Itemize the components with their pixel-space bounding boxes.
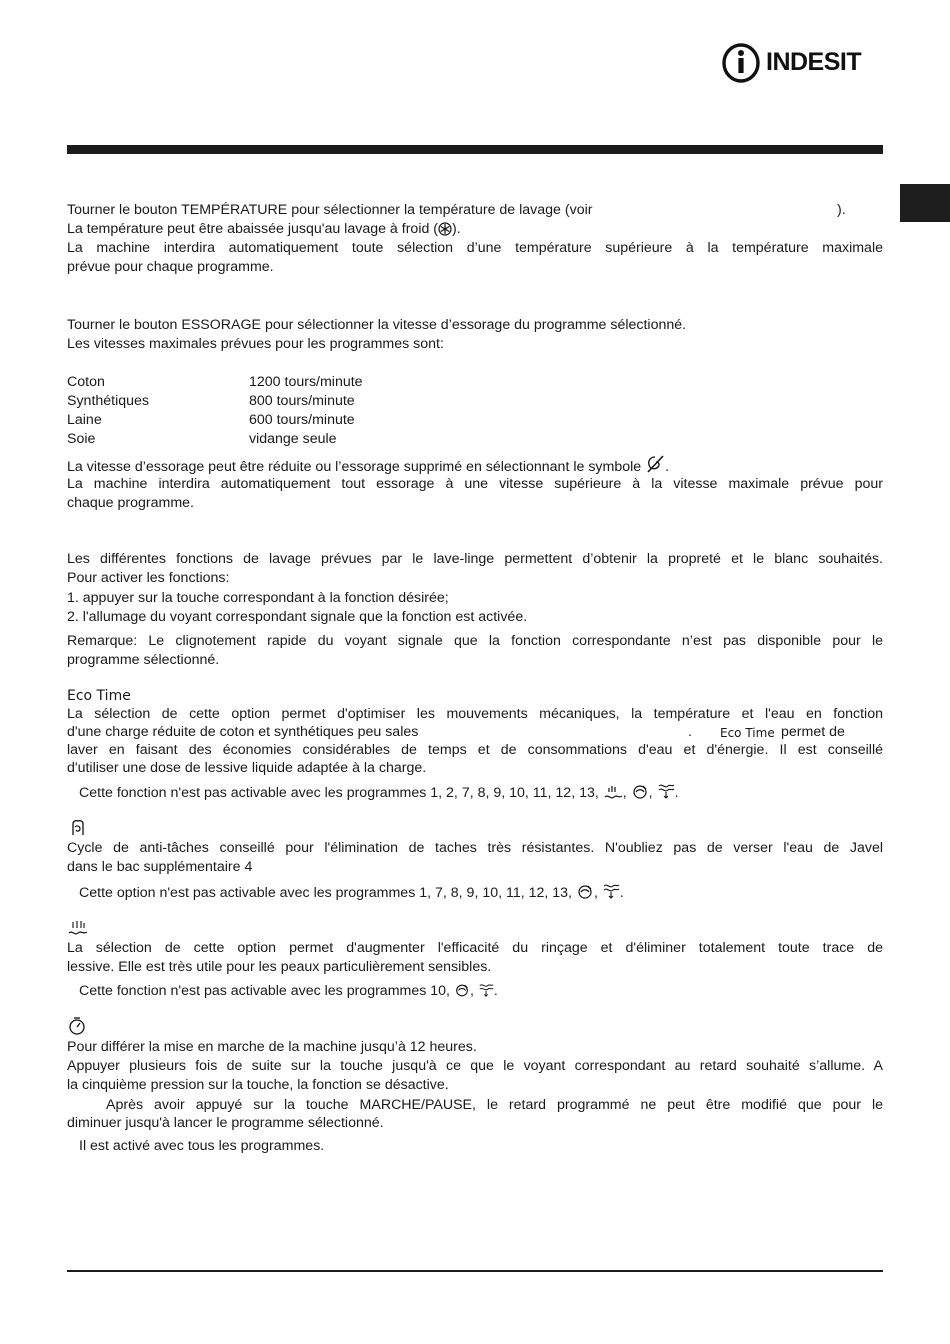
temperature-line-2: La température peut être abaissée jusqu'au lavage à froid ( ). (67, 221, 461, 237)
spin-line-1: Tourner le bouton ESSORAGE pour sélectionner la vitesse d’essorage du programme sélectionné. (67, 317, 687, 333)
temperature-line-4: prévue pour chaque programme. (67, 259, 274, 275)
functions-intro-1: Les différentes fonctions de lavage prévues par le lave-linge permettent d’obtenir la propreté et le blanc souhaités. (67, 551, 883, 567)
spin-row-speed: 1200 tours/minute (249, 374, 363, 390)
spin-row-speed: 800 tours/minute (249, 393, 355, 409)
stain-line-2: dans le bac supplémentaire 4 (67, 859, 253, 875)
rinse-note: Cette fonction n'est pas activable avec les programmes 10, , . (79, 983, 498, 999)
functions-intro-2: Pour activer les fonctions: (67, 570, 230, 586)
spin-icon (454, 983, 470, 998)
ecotime-line-3: laver en faisant des économies considérables de temps et de consommations d'eau et d'énergie. Il est conseillé (67, 742, 883, 758)
footer-rule (67, 1270, 883, 1272)
ecotime-line-4: d'utiliser une dose de lessive liquide adaptée à la charge. (67, 760, 427, 776)
brand-name: INDESIT (766, 48, 862, 76)
extra-rinse-icon (67, 918, 89, 938)
rinse-line-1: La sélection de cette option permet d'augmenter l'efficacité du rinçage et d'éliminer totalement toute trace de (67, 940, 883, 956)
temperature-line-1: Tourner le bouton TEMPÉRATURE pour sélectionner la température de lavage (voir ). (67, 202, 846, 218)
ecotime-line-1: La sélection de cette option permet d'optimiser les mouvements mécaniques, la température et l'eau en fonction (67, 706, 883, 722)
stain-line-1: Cycle de anti-tâches conseillé pour l'élimination de taches très résistantes. N'oubliez pas de verser l'eau de Javel (67, 840, 883, 856)
functions-remark-2: programme sélectionné. (67, 652, 220, 668)
spin-line-2: Les vitesses maximales prévues pour les programmes sont: (67, 336, 444, 352)
delay-timer-icon (68, 1016, 86, 1036)
spin-row-speed: vidange seule (249, 431, 337, 447)
delay-line-4: Après avoir appuyé sur la touche MARCHE/PAUSE, le retard programmé ne peut être modifié que pour le (106, 1097, 883, 1113)
spin-icon (576, 884, 594, 900)
drain-icon (602, 882, 620, 900)
spin-row-program: Soie (67, 431, 96, 447)
ecotime-line-2: d'une charge réduite de coton et synthétiques peu sales . Eco Time permet de (67, 723, 883, 742)
functions-step-2: 2. l'allumage du voyant correspondant signale que la fonction est activée. (67, 609, 528, 625)
drain-icon (478, 982, 494, 998)
indesit-logo-icon (722, 42, 762, 84)
spin-row-program: Synthétiques (67, 393, 150, 409)
spin-row-speed: 600 tours/minute (249, 412, 355, 428)
spin-limit-line-1: La machine interdira automatiquement tout essorage à une vitesse supérieure à la vitesse maximale prévue pour (67, 476, 883, 492)
spin-reduce-line: La vitesse d’essorage peut être réduite ou l’essorage supprimé en sélectionnant le symbole . (67, 454, 883, 477)
spin-row-program: Coton (67, 374, 105, 390)
stain-removal-icon (68, 818, 88, 838)
delay-line-3: la cinquième pression sur la touche, la fonction se désactive. (67, 1077, 449, 1093)
drain-icon (657, 782, 675, 800)
delay-line-6: Il est activé avec tous les programmes. (79, 1138, 325, 1154)
functions-step-1: 1. appuyer sur la touche correspondant à la fonction désirée; (67, 590, 449, 606)
ecotime-note: Cette fonction n'est pas activable avec les programmes 1, 2, 7, 8, 9, 10, 11, 12, 13, , , . (79, 782, 895, 803)
functions-remark-1: Remarque: Le clignotement rapide du voyant signale que la fonction correspondante n’est pas disponible pour le (67, 633, 883, 649)
no-spin-icon (645, 454, 665, 474)
cold-wash-icon (438, 222, 452, 236)
ecotime-inline-label: Eco Time (720, 726, 775, 740)
spin-row-program: Laine (67, 412, 102, 428)
delay-line-5: diminuer jusqu'à lancer le programme sélectionné. (67, 1115, 384, 1131)
spin-limit-line-2: chaque programme. (67, 495, 194, 511)
stain-note: Cette option n'est pas activable avec les programmes 1, 7, 8, 9, 10, 11, 12, 13, , . (79, 882, 895, 903)
ecotime-heading: Eco Time (67, 688, 131, 704)
spin-icon (631, 784, 649, 800)
temperature-line-3: La machine interdira automatiquement toute sélection d’une température supérieure à la température maximale (67, 240, 883, 256)
indesit-logo (722, 42, 884, 84)
rinse-icon (603, 784, 623, 800)
header-rule (67, 145, 883, 154)
language-tab (900, 184, 950, 222)
delay-line-2: Appuyer plusieurs fois de suite sur la touche jusqu'à ce que le voyant correspondant au retard souhaité s’allume. A (67, 1058, 883, 1074)
delay-line-1: Pour différer la mise en marche de la machine jusqu’à 12 heures. (67, 1039, 477, 1055)
rinse-line-2: lessive. Elle est très utile pour les peaux particulièrement sensibles. (67, 959, 492, 975)
